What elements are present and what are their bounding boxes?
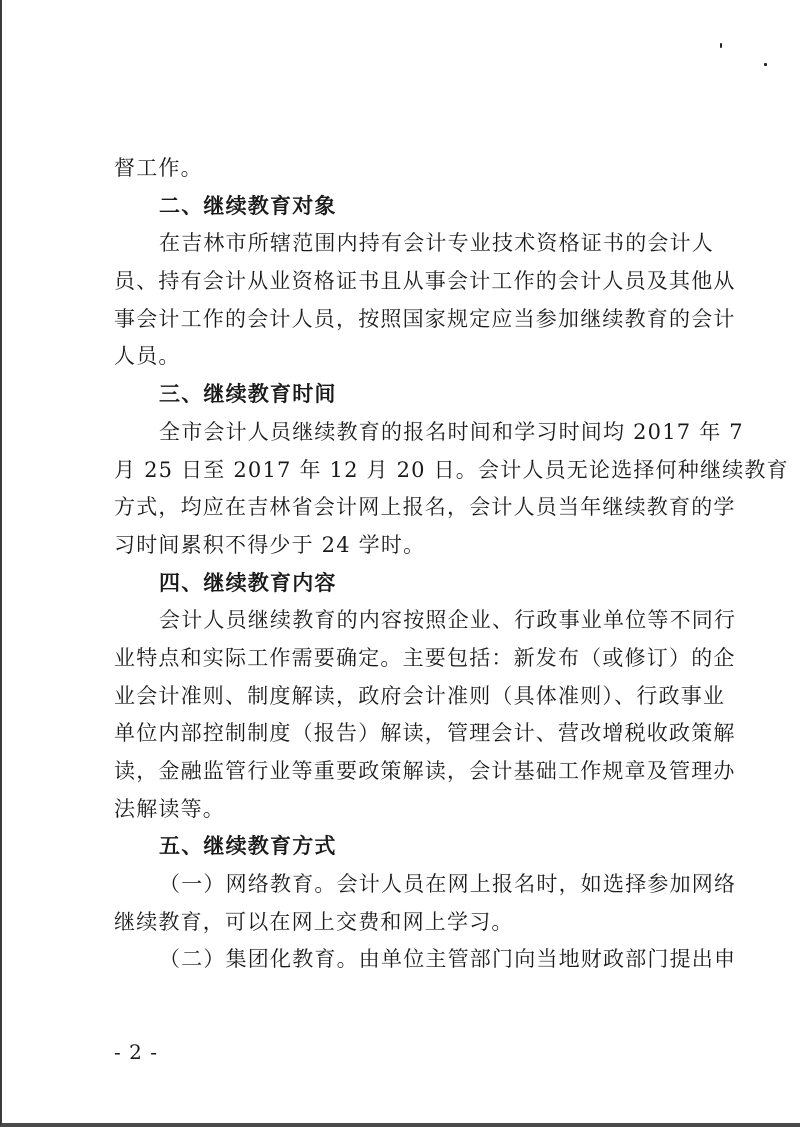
paragraph-line: 月 25 日至 2017 年 12 月 20 日。会计人员无论选择何种继续教育 bbox=[114, 457, 789, 482]
paragraph-line: 继续教育，可以在网上交费和网上学习。 bbox=[114, 909, 514, 934]
paragraph-line: 方式，均应在吉林省会计网上报名，会计人员当年继续教育的学 bbox=[114, 495, 736, 520]
paragraph-line: 习时间累积不得少于 24 学时。 bbox=[114, 532, 426, 557]
paragraph-line: （一）网络教育。会计人员在网上报名时，如选择参加网络 bbox=[159, 872, 737, 897]
paragraph-line: （二）集团化教育。由单位主管部门向当地财政部门提出申 bbox=[159, 947, 737, 972]
paragraph-line: 业会计准则、制度解读，政府会计准则（具体准则）、行政事业 bbox=[114, 683, 726, 708]
section-heading: 四、继续教育内容 bbox=[159, 570, 337, 595]
scan-speck bbox=[720, 43, 722, 48]
section-heading: 三、继续教育时间 bbox=[159, 382, 337, 407]
paragraph-line: 法解读等。 bbox=[114, 796, 225, 821]
page-number: - 2 - bbox=[114, 1040, 158, 1064]
section-heading: 二、继续教育对象 bbox=[159, 193, 337, 218]
paragraph-line: 会计人员继续教育的内容按照企业、行政事业单位等不同行 bbox=[159, 608, 737, 633]
paragraph-line: 事会计工作的会计人员，按照国家规定应当参加继续教育的会计 bbox=[114, 306, 736, 331]
paragraph-line: 单位内部控制制度（报告）解读，管理会计、营改增税收政策解 bbox=[114, 721, 736, 746]
paragraph-line: 员、持有会计从业资格证书且从事会计工作的会计人员及其他从 bbox=[114, 269, 736, 294]
scan-speck bbox=[764, 63, 767, 66]
paragraph-line: 人员。 bbox=[114, 344, 181, 369]
paragraph-line: 在吉林市所辖范围内持有会计专业技术资格证书的会计人 bbox=[159, 231, 714, 256]
document-body bbox=[114, 150, 789, 979]
paragraph-line: 读，金融监管行业等重要政策解读，会计基础工作规章及管理办 bbox=[114, 759, 736, 783]
paragraph-line: 督工作。 bbox=[114, 156, 203, 180]
paragraph-line: 业特点和实际工作需要确定。主要包括：新发布（或修订）的企 bbox=[114, 645, 736, 670]
section-heading: 五、继续教育方式 bbox=[159, 834, 337, 859]
paragraph-line: 全市会计人员继续教育的报名时间和学习时间均 2017 年 7 bbox=[159, 419, 744, 444]
